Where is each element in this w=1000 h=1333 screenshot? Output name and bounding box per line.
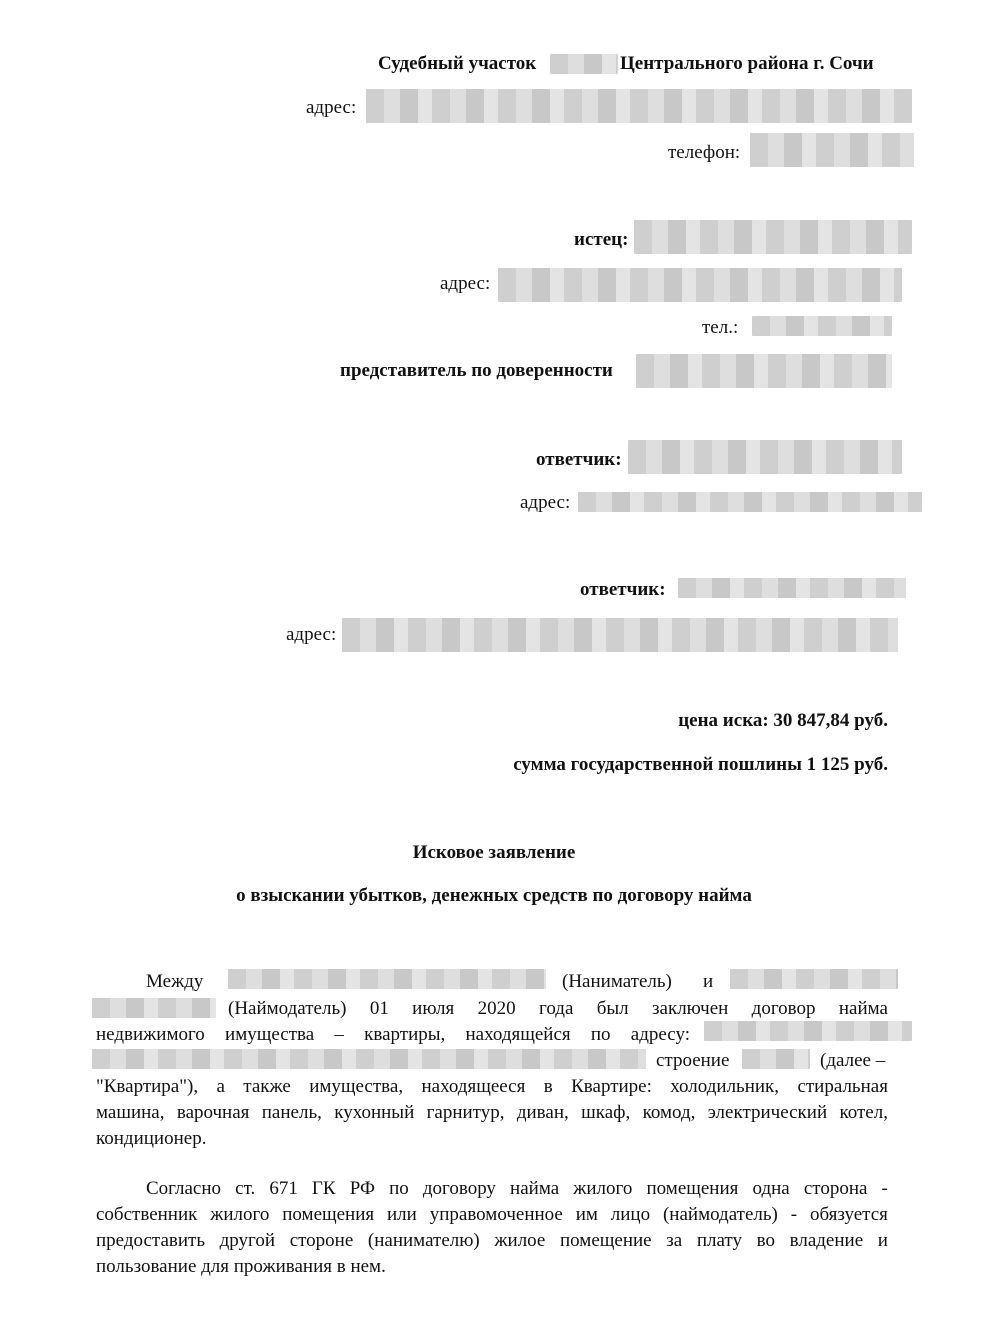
defendant-2-address-label: адрес: <box>286 624 337 645</box>
defendant-2-label: ответчик: <box>580 579 666 600</box>
p1-building: строение <box>656 1050 730 1071</box>
redacted-defendant-1-address <box>578 492 922 512</box>
p2-line3: предоставить другой стороне (нанимателю) жилое помещение за плату во владение и <box>96 1230 888 1251</box>
redacted-property-address-part1 <box>704 1021 912 1041</box>
p1-line7: кондиционер. <box>96 1128 207 1149</box>
p1-tenant-role: (Наниматель) <box>562 971 672 992</box>
p1-further: (далее – <box>820 1050 886 1071</box>
redacted-building-number <box>742 1049 810 1069</box>
redacted-plaintiff-address <box>498 268 902 302</box>
redacted-landlord-name-part1 <box>730 969 898 989</box>
court-district: Центрального района г. Сочи <box>620 53 874 74</box>
p2-line4: пользование для проживания в нем. <box>96 1256 386 1277</box>
p2-line3-wrap <box>96 1229 888 1253</box>
p1-line6-wrap <box>96 1101 888 1125</box>
redacted-court-address <box>366 89 912 123</box>
redacted-defendant-1-name <box>628 440 902 474</box>
defendant-1-label: ответчик: <box>536 449 622 470</box>
redacted-representative <box>636 354 892 388</box>
p2-line2-wrap <box>96 1203 888 1227</box>
defendant-1-address-label: адрес: <box>520 492 571 513</box>
redacted-court-phone <box>750 133 914 167</box>
p1-line6: машина, варочная панель, кухонный гарнитур, диван, шкаф, комод, электрический котел, <box>96 1102 888 1123</box>
court-address-label: адрес: <box>306 97 357 118</box>
p1-line3: недвижимого имущества – квартиры, находящейся по адресу: <box>96 1024 690 1045</box>
redacted-plaintiff-phone <box>752 316 892 336</box>
redacted-property-address-part2 <box>92 1049 646 1069</box>
p2-line1: Согласно ст. 671 ГК РФ по договору найма жилого помещения одна сторона - <box>146 1178 888 1199</box>
court-name: Судебный участок <box>378 53 537 74</box>
plaintiff-label: истец: <box>574 229 629 250</box>
claim-price: цена иска: 30 847,84 руб. <box>678 710 888 731</box>
redacted-tenant-name <box>228 969 546 989</box>
p1-landlord-role: (Наймодатель) 01 июля 2020 года был заключен договор найма <box>228 998 888 1019</box>
p1-and: и <box>703 971 714 992</box>
p1-line5: "Квартира"), а также имущества, находящееся в Квартире: холодильник, стиральная <box>96 1076 888 1097</box>
redacted-landlord-name-part2 <box>92 998 216 1018</box>
court-phone-label: телефон: <box>668 142 741 163</box>
p2-line1-wrap <box>146 1177 888 1201</box>
plaintiff-phone-label: тел.: <box>702 317 739 338</box>
document-subtitle: о взыскании убытков, денежных средств по договору найма <box>236 885 752 906</box>
redacted-court-number <box>550 54 618 74</box>
representative-label: представитель по доверенности <box>340 360 613 381</box>
p1-line2-wrap <box>228 997 888 1021</box>
p1-line5-wrap <box>96 1075 888 1099</box>
redacted-defendant-2-name <box>678 578 906 598</box>
state-fee: сумма государственной пошлины 1 125 руб. <box>513 754 888 775</box>
plaintiff-address-label: адрес: <box>440 273 491 294</box>
redacted-plaintiff-name <box>634 220 912 254</box>
redacted-defendant-2-address <box>342 618 898 652</box>
p1-line3-wrap <box>96 1023 690 1047</box>
document-title: Исковое заявление <box>412 842 576 863</box>
p1-between: Между <box>146 971 204 992</box>
p2-line2: собственник жилого помещения или управомоченное им лицо (наймодатель) - обязуется <box>96 1204 888 1225</box>
